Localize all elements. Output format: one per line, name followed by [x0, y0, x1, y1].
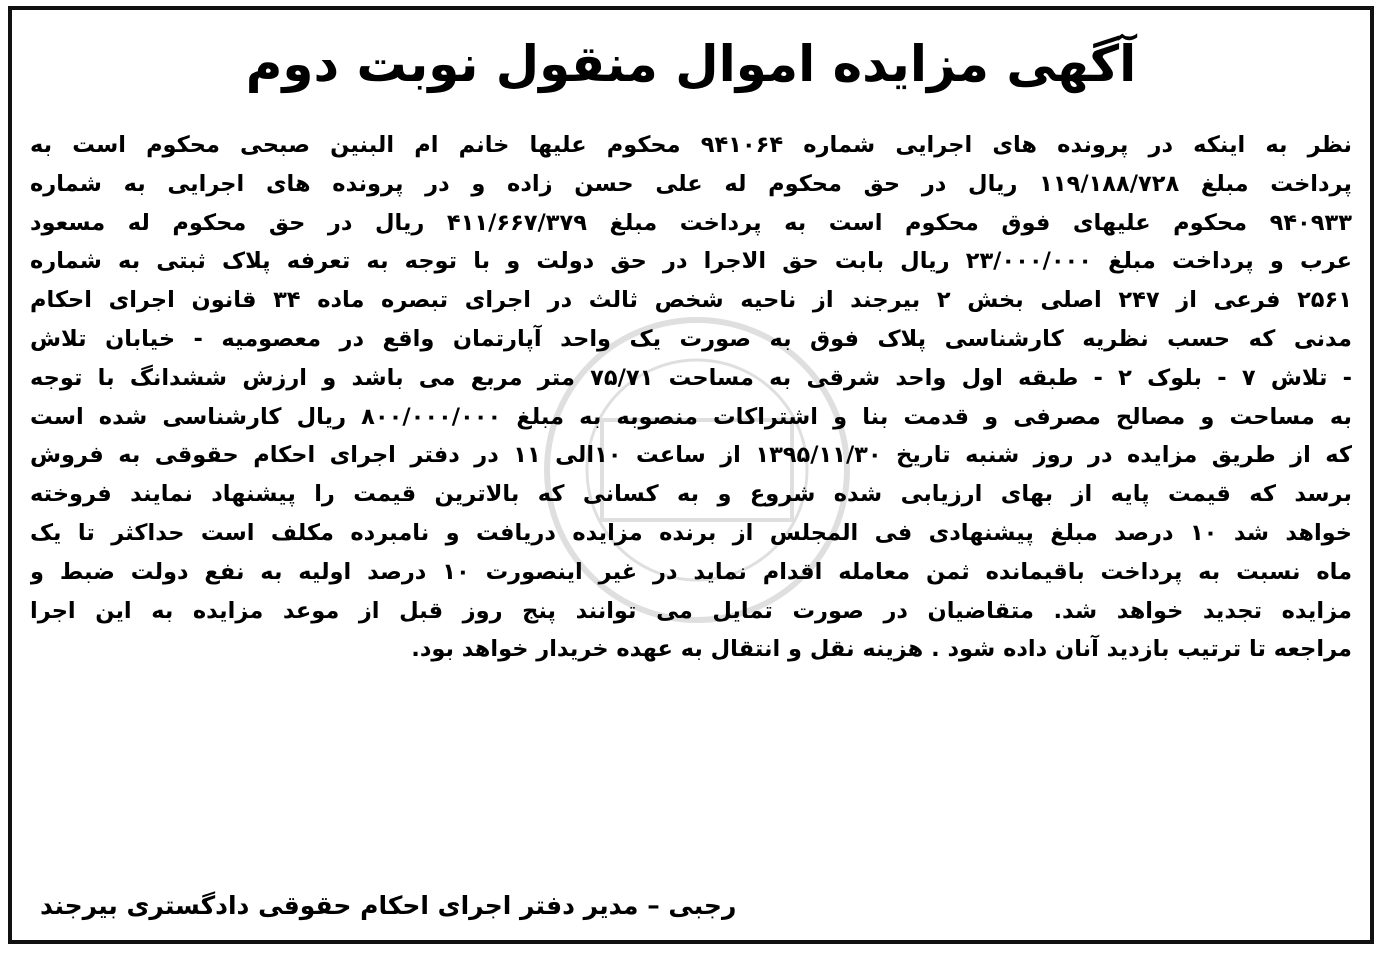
signature: رجبی – مدیر دفتر اجرای احکام حقوقی دادگستری بیرجند	[40, 891, 737, 920]
body-line: مزایده تجدید خواهد شد. متقاضیان در صورت تمایل می توانند پنج روز قبل از موعد مزایده به این اجرا	[30, 597, 1352, 624]
body-line: به مساحت و مصالح مصرفی و قدمت بنا و اشتراکات منصوبه به مبلغ ۸۰۰/۰۰۰/۰۰۰ ریال کارشناسی شده است	[30, 403, 1352, 430]
notice-title: آگهی مزایده اموال منقول نوبت دوم	[245, 35, 1137, 93]
body-line: - تلاش ۷ - بلوک ۲ - طبقه اول واحد شرقی به مساحت ۷۵/۷۱ متر مربع می باشد و ارزش ششدانگ با توجه	[30, 364, 1352, 391]
body-line: خواهد شد ۱۰ درصد مبلغ پیشنهادی فی المجلس از برنده مزایده دریافت و نامبرده مکلف است حداکثر تا یک	[30, 519, 1352, 546]
body-line: عرب و پرداخت مبلغ ۲۳/۰۰۰/۰۰۰ ریال بابت حق الاجرا در حق دولت و با توجه به تعرفه پلاک ثبتی به شماره	[30, 248, 1352, 275]
body-line: مراجعه تا ترتیب بازدید آنان داده شود . هزینه نقل و انتقال به عهده خریدار خواهد بود.	[411, 636, 1352, 663]
notice-frame	[8, 6, 1374, 944]
body-line: که از طریق مزایده در روز شنبه تاریخ ۱۳۹۵/۱۱/۳۰ از ساعت ۱۰الی ۱۱ در دفتر اجرای احکام حقوقی به فروش	[30, 442, 1352, 469]
body-line: ۹۴۰۹۳۳ محکوم علیهای فوق محکوم است به پرداخت مبلغ ۴۱۱/۶۶۷/۳۷۹ ریال در حق محکوم له مسعود	[30, 209, 1352, 236]
body-line: برسد که قیمت پایه از بهای ارزیابی شده شروع و به کسانی که بالاترین قیمت را پیشنهاد نمایند فروخته	[30, 481, 1352, 508]
body-line: نظر به اینکه در پرونده های اجرایی شماره ۹۴۱۰۶۴ محکوم علیها خانم ام البنین صبحی محکوم است به	[30, 132, 1352, 158]
body-line: ماه نسبت به پرداخت باقیمانده ثمن معامله اقدام نماید در غیر اینصورت ۱۰ درصد اولیه به نفع دولت ضبط و	[30, 558, 1352, 585]
notice-body	[30, 126, 1352, 669]
body-line: پرداخت مبلغ ۱۱۹/۱۸۸/۷۲۸ ریال در حق محکوم له علی حسن زاده و در پرونده های اجرایی به شماره	[30, 170, 1352, 197]
body-line: مدنی که حسب نظریه کارشناسی پلاک فوق به صورت یک واحد آپارتمان واقع در معصومیه - خیابان تلاش	[30, 325, 1352, 352]
body-line: ۲۵۶۱ فرعی از ۲۴۷ اصلی بخش ۲ بیرجند از ناحیه شخص ثالث در اجرای تبصره ماده ۳۴ قانون اجرای احکام	[30, 287, 1352, 314]
